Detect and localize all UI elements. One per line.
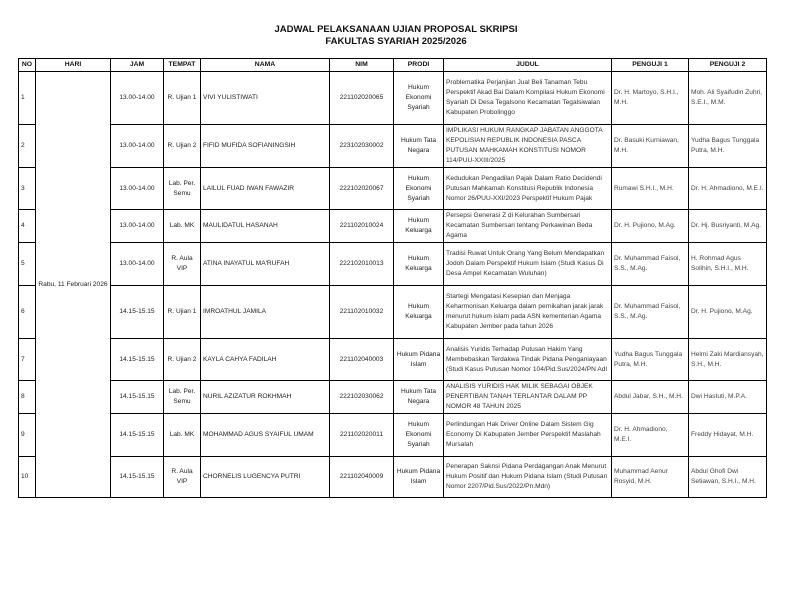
cell-no: 1: [19, 72, 36, 125]
cell-tempat: Lab. Per. Semu: [164, 168, 201, 210]
cell-penguji-2: Freddy Hidayat, M.H.: [689, 414, 767, 457]
table-row: [19, 168, 767, 210]
cell-tempat: Lab. MK: [164, 210, 201, 243]
cell-no: 6: [19, 286, 36, 339]
cell-jam: 13.00-14.00: [111, 168, 164, 210]
schedule-table: [18, 58, 767, 498]
cell-penguji-1: Rumawi S.H.I., M.H.: [612, 168, 689, 210]
cell-prodi: Hukum Pidana Islam: [394, 457, 444, 498]
cell-no: 3: [19, 168, 36, 210]
header-no: NO: [19, 59, 36, 72]
cell-prodi: Hukum Keluarga: [394, 286, 444, 339]
cell-tempat: R. Aula VIP: [164, 457, 201, 498]
cell-prodi: Hukum Tata Negara: [394, 381, 444, 414]
cell-no: 7: [19, 339, 36, 381]
document-title: [0, 24, 792, 48]
cell-no: 5: [19, 243, 36, 286]
cell-penguji-2: Helmi Zaki Mardiansyah, S.H., M.H.: [689, 339, 767, 381]
cell-jam: 14.15-15.15: [111, 414, 164, 457]
header-prodi: PRODI: [394, 59, 444, 72]
cell-tempat: R. Aula VIP: [164, 243, 201, 286]
header-judul: JUDUL: [444, 59, 612, 72]
cell-nim: 221102010032: [330, 286, 394, 339]
cell-nim: 221102040009: [330, 457, 394, 498]
cell-prodi: Hukum Ekonomi Syariah: [394, 414, 444, 457]
cell-jam: 14.15-15.15: [111, 381, 164, 414]
cell-penguji-1: Dr. H. Martoyo, S.H.I., M.H.: [612, 72, 689, 125]
cell-penguji-1: Dr. H. Pujiono, M.Ag.: [612, 210, 689, 243]
cell-jam: 13.00-14.00: [111, 210, 164, 243]
header-nama: NAMA: [201, 59, 330, 72]
cell-judul: Persepsi Generasi Z di Kelurahan Sumbersari Kecamatan Sumbersari tentang Perkawinan Beda Agama: [444, 210, 612, 243]
cell-tempat: R. Ujian 1: [164, 286, 201, 339]
cell-no: 4: [19, 210, 36, 243]
cell-nim: 222102010013: [330, 243, 394, 286]
cell-prodi: Hukum Keluarga: [394, 243, 444, 286]
cell-nama: MAULIDATUL HASANAH: [201, 210, 330, 243]
cell-nim: 223102030002: [330, 125, 394, 168]
header-penguji-1: PENGUJI 1: [612, 59, 689, 72]
cell-prodi: Hukum Pidana Islam: [394, 339, 444, 381]
cell-jam: 13.00-14.00: [111, 125, 164, 168]
cell-no: 9: [19, 414, 36, 457]
cell-penguji-2: Dwi Hastuti, M.P.A.: [689, 381, 767, 414]
cell-penguji-1: Dr. H. Ahmadiono, M.E.I.: [612, 414, 689, 457]
table-row: [19, 381, 767, 414]
title-line-2: FAKULTAS SYARIAH 2025/2026: [325, 36, 467, 47]
cell-tempat: Lab. MK: [164, 414, 201, 457]
cell-jam: 14.15-15.15: [111, 286, 164, 339]
cell-penguji-2: Dr. H. Ahmadiono, M.E.I.: [689, 168, 767, 210]
cell-nama: MOHAMMAD AGUS SYAIFUL UMAM: [201, 414, 330, 457]
cell-prodi: Hukum Tata Negara: [394, 125, 444, 168]
cell-judul: Startegi Mengatasi Kesepian dan Menjaga Keharmonisan Keluarga dalam pernikahan jarak jarak menurut hukum islam pada ASN kementerian Agama Kabupaten Jember pada tahun 2026: [444, 286, 612, 339]
cell-judul: Penerapan Saknsi Pidana Perdagangan Anak Menurut Hukum Positif dan Hukum Pidana Islam (Studi Putusan Nomor 2207/Pid.Sus/2022/Pn.Mdn): [444, 457, 612, 498]
cell-nama: LAILUL FUAD IWAN FAWAZIR: [201, 168, 330, 210]
table-row: [19, 414, 767, 457]
cell-nim: 221102010024: [330, 210, 394, 243]
cell-judul: Analisis Yuridis Terhadap Putusan Hakim Yang Membebaskan Terdakwa Tindak Pidana Penganiayaan (Studi Kasus Putusan Nomor 104/Pid.Sus/2024/PN Adl: [444, 339, 612, 381]
table-row: [19, 339, 767, 381]
cell-nama: IMROATHUL JAMILA: [201, 286, 330, 339]
cell-prodi: Hukum Keluarga: [394, 210, 444, 243]
header-jam: JAM: [111, 59, 164, 72]
cell-penguji-2: Dr. Hj. Busriyanti, M.Ag.: [689, 210, 767, 243]
cell-nama: NURIL AZIZATUR ROKHMAH: [201, 381, 330, 414]
cell-jam: 14.15-15.15: [111, 457, 164, 498]
cell-penguji-2: Moh. Ali Syaifudin Zuhri, S.E.I., M.M.: [689, 72, 767, 125]
cell-judul: ANALISIS YURIDIS HAK MILIK SEBAGAI OBJEK PENERTIBAN TANAH TERLANTAR DALAM PP NOMOR 48 TAHUN 2025: [444, 381, 612, 414]
cell-penguji-1: Dr. Muhammad Faisol, S.S., M.Ag.: [612, 243, 689, 286]
cell-nama: CHORNELIS LUGENCYA PUTRI: [201, 457, 330, 498]
table-row: [19, 457, 767, 498]
cell-penguji-2: Dr. H. Pujiono, M.Ag.: [689, 286, 767, 339]
cell-judul: Kedudukan Pengadilan Pajak Dalam Ratio Decidendi Putusan Mahkamah Konstitusi Republik Indonesia Nomor 26/PUU-XXI/2023 Perspektif Hukum Pajak: [444, 168, 612, 210]
table-row: [19, 286, 767, 339]
cell-nim: 221102040003: [330, 339, 394, 381]
cell-judul: IMPLIKASI HUKUM RANGKAP JABATAN ANGGOTA KEPOLISIAN REPUBLIK INDONESIA PASCA PUTUSAN MAHKAMAH KONSTITUSI NOMOR 114/PUU-XXIII/2025: [444, 125, 612, 168]
cell-penguji-1: Dr. Basuki Kurniawan, M.H.: [612, 125, 689, 168]
cell-prodi: Hukum Ekonomi Syariah: [394, 168, 444, 210]
cell-judul: Perlindungan Hak Driver Online Dalam Sistem Gig Economy Di Kabupaten Jember Perspektif Maslahah Mursalah: [444, 414, 612, 457]
cell-penguji-1: Muhammad Aenur Rosyid, M.H.: [612, 457, 689, 498]
cell-no: 2: [19, 125, 36, 168]
header-nim: NIM: [330, 59, 394, 72]
cell-nama: FIFID MUFIDA SOFIANINGSIH: [201, 125, 330, 168]
table-row: [19, 243, 767, 286]
cell-tempat: Lab. Per. Semu: [164, 381, 201, 414]
cell-penguji-2: Abdul Ghofi Dwi Setiawan, S.H.I., M.H.: [689, 457, 767, 498]
cell-penguji-2: H. Rohmad Agus Solihin, S.H.I., M.H.: [689, 243, 767, 286]
cell-nim: 221102020011: [330, 414, 394, 457]
table-row: [19, 210, 767, 243]
cell-tempat: R. Ujian 2: [164, 339, 201, 381]
cell-no: 8: [19, 381, 36, 414]
cell-nama: VIVI YULISTIWATI: [201, 72, 330, 125]
cell-prodi: Hukum Ekonomi Syariah: [394, 72, 444, 125]
cell-tempat: R. Ujian 2: [164, 125, 201, 168]
header-hari: HARI: [36, 59, 111, 72]
header-penguji-2: PENGUJI 2: [689, 59, 767, 72]
header-row: [19, 59, 767, 72]
cell-jam: 13.00-14.00: [111, 243, 164, 286]
cell-hari: Rabu, 11 Februari 2026: [36, 72, 111, 498]
title-line-1: JADWAL PELAKSANAAN UJIAN PROPOSAL SKRIPSI: [274, 24, 518, 35]
cell-nim: 221102020065: [330, 72, 394, 125]
table-row: [19, 125, 767, 168]
cell-judul: Tradisi Ruwat Untuk Orang Yang Belum Mendapatkan Jodoh Dalam Perspektif Hukum Islam (Studi Kasus Di Desa Ampel Kecamatan Wuluhan): [444, 243, 612, 286]
cell-penguji-1: Yudha Bagus Tunggala Putra, M.H.: [612, 339, 689, 381]
cell-jam: 14.15-15.15: [111, 339, 164, 381]
cell-nim: 222102020067: [330, 168, 394, 210]
cell-tempat: R. Ujian 1: [164, 72, 201, 125]
header-tempat: TEMPAT: [164, 59, 201, 72]
cell-judul: Problematika Perjanjian Jual Beli Tanaman Tebu Perspektif Akad Bai Dalam Kompilasi Hukum Ekonomi Syariah Di Desa Tegalsono Kecamatan Tegalsiwalan Kabupaten Probolinggo: [444, 72, 612, 125]
cell-penguji-2: Yudha Bagus Tunggala Putra, M.H.: [689, 125, 767, 168]
cell-jam: 13.00-14.00: [111, 72, 164, 125]
cell-no: 10: [19, 457, 36, 498]
cell-penguji-1: Abdul Jabar, S.H., M.H.: [612, 381, 689, 414]
cell-nim: 222102030062: [330, 381, 394, 414]
cell-penguji-1: Dr. Muhammad Faisol, S.S., M.Ag.: [612, 286, 689, 339]
cell-nama: ATINA INAYATUL MA'RUFAH: [201, 243, 330, 286]
table-row: [19, 72, 767, 125]
cell-nama: KAYLA CAHYA FADILAH: [201, 339, 330, 381]
